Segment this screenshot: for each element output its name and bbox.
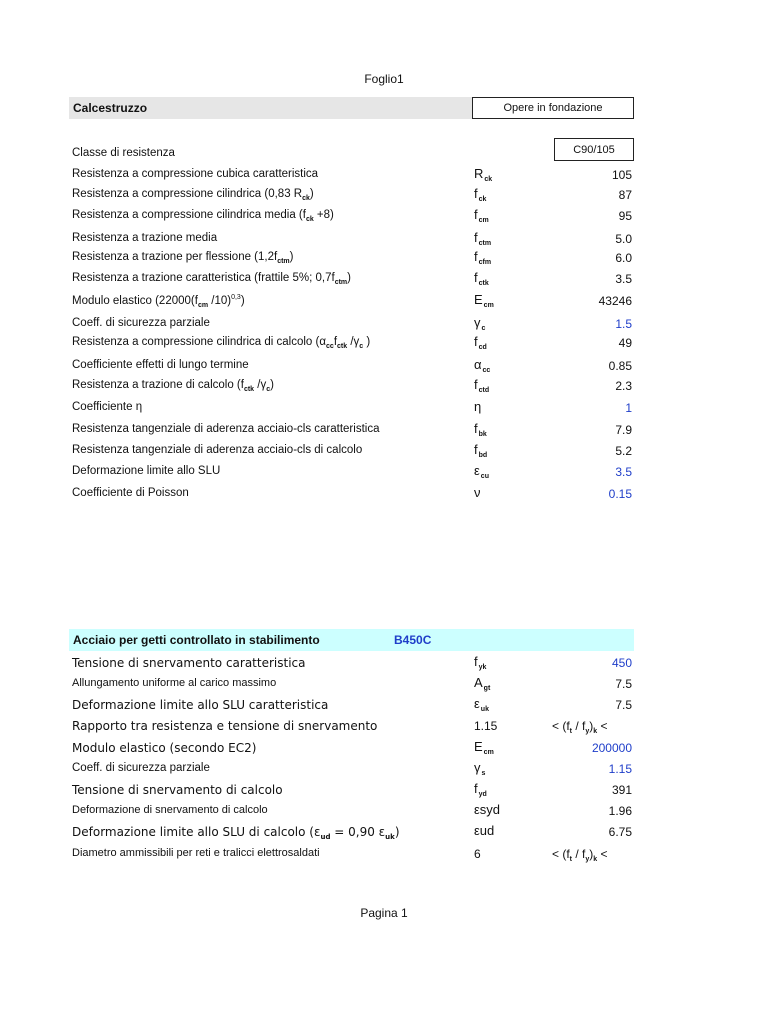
concrete-param-value[interactable]: 1.5 [615,317,632,331]
concrete-param-row [72,270,634,290]
concrete-section-title: Calcestruzzo [73,101,148,115]
steel-param-symbol: $A_{gt}$ [474,675,491,692]
concrete-param-symbol: $f_{bk}$ [474,421,487,438]
steel-param-row [72,675,634,695]
concrete-param-value[interactable]: 0.15 [608,487,632,501]
concrete-param-label: Resistenza a compressione cilindrica (0,83 $R_{ck}$) [72,188,314,202]
concrete-param-label: Coeff. di sicurezza parziale [72,317,210,329]
steel-param-label: Deformazione di snervamento di calcolo [72,804,268,816]
concrete-param-label: Resistenza a compressione cilindrica di calcolo ($\alpha_{cc}f_{ctk}$ $/\gamma_c$ ) [72,336,371,350]
steel-param-row [72,654,634,674]
steel-param-value: 391 [611,783,632,797]
steel-param-value: 7.5 [615,698,632,712]
concrete-param-value: 0.85 [608,359,632,373]
concrete-param-label: Resistenza a compressione cilindrica media $(f_{ck} +8)$ [72,209,334,223]
concrete-param-row [72,334,634,354]
steel-param-symbol: 1.15 [474,719,498,733]
concrete-param-row [72,399,634,419]
concrete-param-symbol: $f_{bd}$ [474,442,488,459]
steel-param-label: Diametro ammissibili per reti e tralicci elettrosaldati [72,847,320,859]
sheet-title: Foglio1 [364,72,404,86]
concrete-param-value: 95 [618,209,632,223]
concrete-param-value: 3.5 [615,272,632,286]
location-cell[interactable]: Opere in fondazione [472,97,634,119]
steel-section-header [69,629,634,651]
concrete-param-row [72,357,634,377]
concrete-param-value: 105 [611,168,632,182]
concrete-class-row [72,145,634,165]
concrete-param-row [72,315,634,335]
concrete-param-row [72,292,634,312]
steel-grade[interactable]: B450C [394,633,432,647]
concrete-param-value[interactable]: 3.5 [615,465,632,479]
concrete-param-symbol: $E_{cm}$ [474,292,494,309]
concrete-param-symbol: $f_{cm}$ [474,207,489,224]
concrete-param-row [72,230,634,250]
steel-param-symbol: $\varepsilon_{uk}$ [474,696,489,713]
concrete-param-symbol: $R_{ck}$ [474,166,493,183]
concrete-param-value[interactable]: 1 [625,401,632,415]
steel-param-value[interactable]: 200000 [591,741,632,755]
steel-param-value: < $(f_t / f_y)_k$ < [552,847,608,863]
concrete-param-symbol: $f_{cd}$ [474,334,487,351]
steel-param-value: 7.5 [615,677,632,691]
concrete-param-symbol: $f_{ctm}$ [474,230,492,247]
concrete-param-label: Resistenza tangenziale di aderenza acciaio-cls caratteristica [72,423,380,435]
concrete-param-row [72,166,634,186]
concrete-param-symbol: $\varepsilon_{cu}$ [474,463,489,480]
concrete-param-label: Resistenza tangenziale di aderenza acciaio-cls di calcolo [72,444,363,456]
concrete-param-symbol: η [474,399,482,414]
concrete-param-row [72,186,634,206]
concrete-param-row [72,463,634,483]
concrete-param-symbol: $f_{ck}$ [474,186,487,203]
concrete-param-symbol: $f_{ctk}$ [474,270,489,287]
concrete-param-label: Resistenza a trazione caratteristica (frattile 5%; $0,7f_{ctm}$) [72,272,351,286]
concrete-param-symbol: ν [474,485,481,500]
concrete-param-row [72,207,634,227]
concrete-param-label: Coefficiente effetti di lungo termine [72,359,249,371]
concrete-param-value: 6.0 [615,251,632,265]
concrete-param-label: Resistenza a trazione per flessione $(1,2f_{ctm})$ [72,251,294,265]
concrete-param-symbol: $\gamma_c$ [474,315,486,332]
steel-param-symbol: $\gamma_s$ [474,760,486,777]
concrete-param-symbol: $f_{cfm}$ [474,249,492,266]
steel-param-label: Tensione di snervamento caratteristica [72,656,306,670]
concrete-param-value: 5.2 [615,444,632,458]
steel-param-label: Coeff. di sicurezza parziale [72,762,210,774]
steel-param-value: 6.75 [608,825,632,839]
concrete-param-row [72,485,634,505]
steel-param-value[interactable]: 1.15 [608,762,632,776]
steel-param-label: Allungamento uniforme al carico massimo [72,677,277,689]
concrete-param-label: Resistenza a trazione media [72,232,218,244]
steel-param-row [72,823,634,843]
concrete-param-value: 5.0 [615,232,632,246]
concrete-param-row [72,249,634,269]
concrete-param-value: 49 [618,336,632,350]
concrete-param-value: 7.9 [615,423,632,437]
concrete-param-label: Resistenza a compressione cubica caratteristica [72,168,319,180]
concrete-param-symbol: $f_{ctd}$ [474,377,490,394]
concrete-param-value: 87 [618,188,632,202]
steel-param-symbol: εud [474,823,495,838]
steel-param-row [72,802,634,822]
steel-param-row [72,739,634,759]
steel-param-label: Deformazione limite allo SLU caratteristica [72,698,329,712]
concrete-param-value: 2.3 [615,379,632,393]
steel-param-symbol: $f_{yk}$ [474,654,487,671]
steel-param-value: 1.96 [608,804,632,818]
steel-param-symbol: 6 [474,847,481,861]
concrete-class-label: Classe di resistenza [72,147,175,159]
concrete-param-label: Resistenza a trazione di calcolo ($f_{ctk}$ $/\gamma_c$) [72,379,274,393]
concrete-param-symbol: $\alpha_{cc}$ [474,357,491,374]
steel-param-symbol: εsyd [474,802,501,817]
concrete-param-label: Deformazione limite allo SLU [72,465,221,477]
steel-param-row [72,845,634,865]
steel-param-label: Deformazione limite allo SLU di calcolo ($\varepsilon_{ud} = 0,90$ $\varepsilon_{uk}$) [72,825,400,841]
steel-param-symbol: $E_{cm}$ [474,739,494,756]
concrete-class-cell[interactable]: C90/105 [554,138,634,161]
steel-param-label: Rapporto tra resistenza e tensione di snervamento [72,719,378,733]
steel-param-row [72,760,634,780]
page-footer: Pagina 1 [360,906,408,920]
steel-param-value: < $(f_t / f_y)_k$ < [552,719,608,735]
steel-param-label: Tensione di snervamento di calcolo [72,783,283,797]
concrete-param-row [72,442,634,462]
concrete-param-row [72,377,634,397]
steel-param-value[interactable]: 450 [611,656,632,670]
steel-param-symbol: $f_{yd}$ [474,781,487,798]
concrete-param-label: Coefficiente di Poisson [72,487,189,499]
steel-section-title: Acciaio per getti controllato in stabilimento [73,633,320,647]
steel-param-row [72,696,634,716]
steel-param-row [72,717,634,737]
concrete-param-label: Coefficiente η [72,401,143,413]
concrete-param-row [72,421,634,441]
concrete-param-value: 43246 [598,294,632,308]
steel-param-label: Modulo elastico (secondo EC2) [72,741,257,755]
steel-param-row [72,781,634,801]
concrete-param-label: Modulo elastico ($22000(f_{cm}$ /10)$^{0,3}$) [72,294,245,309]
